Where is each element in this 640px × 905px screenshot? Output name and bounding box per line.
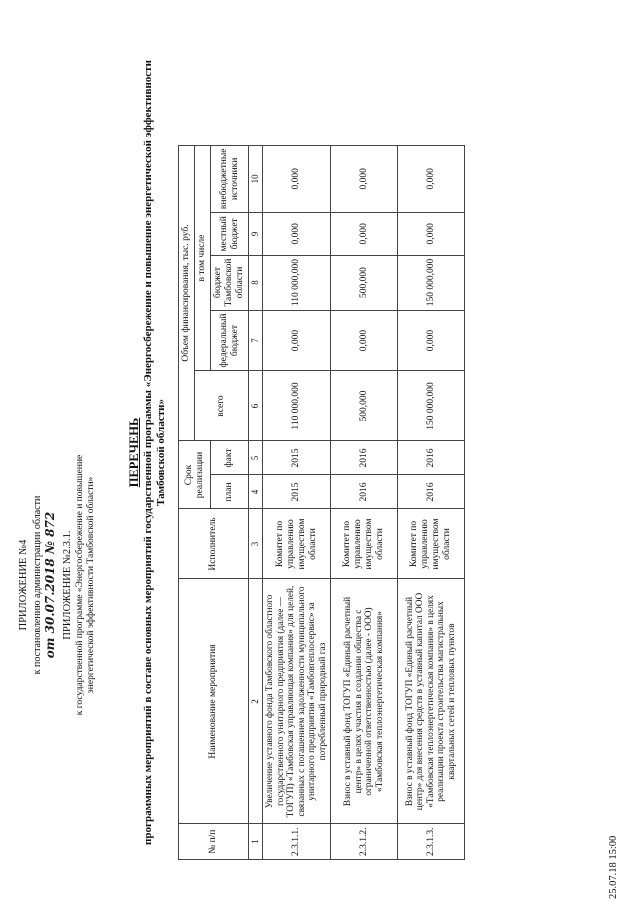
col-header-funding: Объем финансирования, тыс. руб. [179,145,195,441]
term-fact: 2016 [331,441,398,475]
document-title: ПЕРЕЧЕНЬ [127,417,141,488]
funding-tambov: 150 000,000 [398,255,465,310]
funding-external: 0,000 [263,145,331,213]
col-header-local: местный бюджет [211,213,249,255]
column-number: 10 [249,145,263,213]
funding-external: 0,000 [398,145,465,213]
column-number: 8 [249,255,263,310]
column-number: 2 [249,579,263,824]
measures-table [178,145,465,860]
column-number: 7 [249,310,263,371]
table-row [398,145,465,859]
column-number: 3 [249,509,263,579]
table-row [331,145,398,859]
funding-local: 0,000 [263,213,331,255]
document-title-block [128,40,168,865]
funding-total: 500,000 [331,371,398,441]
executor: Комитет по управлению имуществом области [398,509,465,579]
col-header-name: Наименование мероприятия [179,579,249,824]
appendix-title: ПРИЛОЖЕНИЕ №4 [18,539,29,631]
measure-name: Увеличение уставного фонда Тамбовского областного государственного унитарного предприятия (далее — ТОГУП) «Тамбовская управляющая компания» для целей, связанных с погашением задолженности муниципального унитарного предприятия «Тамбовтеплосервис» за потребленный природный газ [263,579,331,824]
column-number-row [249,145,263,859]
term-fact: 2015 [263,441,331,475]
col-header-including: в том числе [195,145,211,371]
row-number: 2.3.1.2. [331,824,398,860]
col-header-no: № п/п [179,824,249,860]
document-subtitle: программных мероприятий в составе основных мероприятий государственной программы «Энергосбережение и повышение энергетической эффективности Тамбовской области» [142,60,167,845]
appendix2-title: ПРИЛОЖЕНИЕ №2.3.1. [62,530,73,640]
executor: Комитет по управлению имуществом области [331,509,398,579]
col-header-tambov: бюджет Тамбовской области [211,255,249,310]
footer-timestamp: 25.07.18 15:00 [608,835,619,899]
measure-name: Взнос в уставный фонд ТОГУП «Единый расчетный центр» в целях участия в создании общества с ограниченной ответственностью (далее - ООО) «Тамбовская теплоэнергетическая компания» [331,579,398,824]
executor: Комитет по управлению имуществом области [263,509,331,579]
column-number: 5 [249,441,263,475]
term-plan: 2015 [263,475,331,509]
table-row [263,145,331,859]
column-number: 1 [249,824,263,860]
column-number: 4 [249,475,263,509]
col-header-fact: факт [211,441,249,475]
appendix-handwritten-date: от 30.07.2018 № 872 [43,511,57,659]
term-plan: 2016 [331,475,398,509]
funding-external: 0,000 [331,145,398,213]
appendix-reference: к постановлению администрации области [32,495,43,675]
funding-federal: 0,000 [331,310,398,371]
measure-name: Взнос в уставный фонд ТОГУП «Единый расчетный центр» для внесения средств в уставный капитал ООО «Тамбовская теплоэнергетическая компания» в целях реализации проекта строительства магистральных квартальных сетей и тепловых пунктов [398,579,465,824]
header-row-1 [179,145,195,859]
funding-total: 110 000,000 [263,371,331,441]
funding-local: 0,000 [398,213,465,255]
term-fact: 2016 [398,441,465,475]
column-number: 9 [249,213,263,255]
funding-federal: 0,000 [263,310,331,371]
col-header-federal: федеральный бюджет [211,310,249,371]
funding-tambov: 500,000 [331,255,398,310]
funding-total: 150 000,000 [398,371,465,441]
col-header-plan: план [211,475,249,509]
appendix2-reference: к государственной программе «Энергосбережение и повышение энергетической эффективности Тамбовской области» [75,454,96,716]
row-number: 2.3.1.3. [398,824,465,860]
funding-tambov: 110 000,000 [263,255,331,310]
col-header-total: всего [195,371,249,441]
col-header-term: Срок реализации [179,441,211,509]
row-number: 2.3.1.1. [263,824,331,860]
term-plan: 2016 [398,475,465,509]
col-header-executor: Исполнитель [179,509,249,579]
column-number: 6 [249,371,263,441]
col-header-external: внебюджетные источники [211,145,249,213]
funding-federal: 0,000 [398,310,465,371]
funding-local: 0,000 [331,213,398,255]
